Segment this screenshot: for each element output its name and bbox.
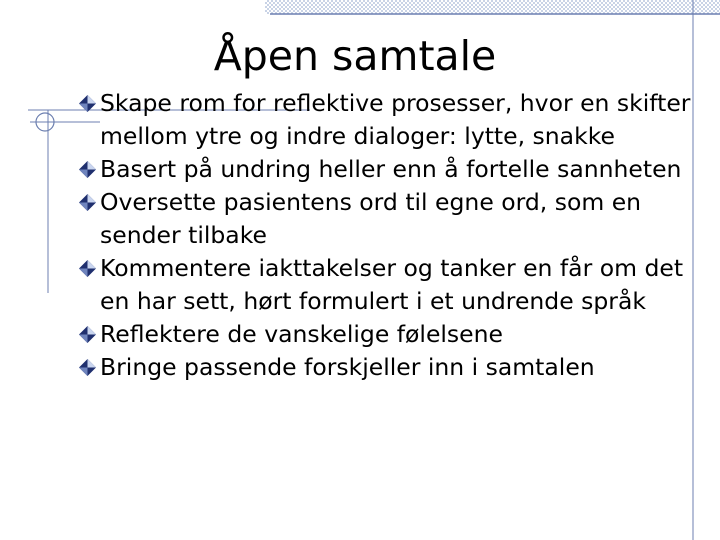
diamond-bullet-icon [79,194,96,211]
bullet-list [100,87,700,384]
diamond-bullet-icon [79,161,96,178]
bullet-text: Skape rom for reflektive prosesser, hvor en skifter mellom ytre og indre dialoger: lytte, snakke [100,89,691,150]
diamond-bullet-icon [79,95,96,112]
bullet-text: Bringe passende forskjeller inn i samtalen [100,353,595,381]
diamond-bullet-icon [79,326,96,343]
bullet-item [100,252,700,318]
bullet-text: Oversette pasientens ord til egne ord, som en sender tilbake [100,188,642,249]
slide-title: Åpen samtale [213,32,497,80]
bullet-item [100,318,700,351]
bullet-item [100,351,700,384]
bullet-item [100,87,700,153]
bullet-text: Reflektere de vanskelige følelsene [100,320,503,348]
diamond-bullet-icon [79,359,96,376]
bullet-text: Basert på undring heller enn å fortelle sannheten [100,155,682,183]
bullet-item [100,186,700,252]
bullet-text: Kommentere iakttakelser og tanker en får om det en har sett, hørt formulert i et undrende språk [100,254,684,315]
bullet-item [100,153,700,186]
diamond-bullet-icon [79,260,96,277]
